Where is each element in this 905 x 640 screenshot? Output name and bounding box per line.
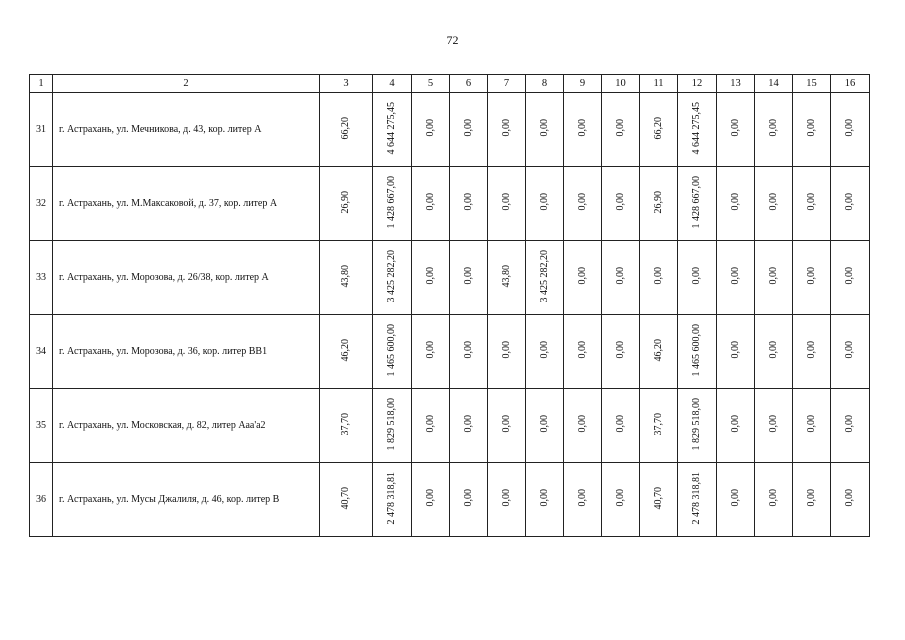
column-header-14: 14 [755,75,793,93]
value-cell [564,463,602,537]
value-cell [831,315,870,389]
value-cell [373,463,412,537]
value-cell [450,315,488,389]
value-text: 0,00 [462,341,474,359]
value-cell [373,389,412,463]
value-text: 0,00 [844,193,855,211]
value-text: 0,00 [424,341,436,359]
value-cell [412,315,450,389]
value-text: 0,00 [844,489,855,507]
row-number: 32 [30,167,53,241]
header-row [30,75,870,93]
value-text: 0,00 [729,119,741,137]
value-cell [717,93,755,167]
value-text: 0,00 [500,119,512,137]
column-header-1: 1 [30,75,53,93]
value-cell [373,93,412,167]
value-cell [678,93,717,167]
value-cell [526,93,564,167]
value-cell [678,167,717,241]
value-cell [602,463,640,537]
value-cell [717,463,755,537]
value-cell [755,241,793,315]
value-cell [488,241,526,315]
value-cell [640,93,678,167]
value-text: 2 478 318,81 [386,471,397,525]
value-text: 0,00 [538,119,550,137]
value-text: 0,00 [767,489,779,507]
table-row [30,315,870,389]
value-text: 0,00 [805,341,817,359]
value-text: 1 829 518,00 [691,397,702,451]
value-cell [373,315,412,389]
value-text: 0,00 [767,119,779,137]
value-cell [373,167,412,241]
page-number: 72 [446,33,459,47]
row-number: 36 [30,463,53,537]
value-cell [831,241,870,315]
value-cell [320,389,373,463]
value-text: 0,00 [614,119,626,137]
value-text: 0,00 [729,193,741,211]
value-cell [412,167,450,241]
value-text: 0,00 [729,267,741,285]
value-text: 3 425 282,20 [538,249,550,303]
value-cell [450,93,488,167]
value-cell [755,315,793,389]
value-cell [564,315,602,389]
value-text: 0,00 [729,489,741,507]
value-text: 0,00 [767,267,779,285]
value-cell [412,241,450,315]
column-header-13: 13 [717,75,755,93]
value-cell [831,463,870,537]
value-text: 43,80 [500,264,512,288]
value-text: 0,00 [538,489,550,507]
row-number: 31 [30,93,53,167]
value-cell [488,463,526,537]
value-cell [755,93,793,167]
value-cell [793,93,831,167]
value-cell [526,315,564,389]
value-text: 0,00 [500,415,512,433]
value-text: 26,90 [652,190,664,214]
value-text: 4 644 275,45 [386,101,397,155]
value-cell [320,93,373,167]
value-cell [320,315,373,389]
value-cell [450,463,488,537]
row-number: 35 [30,389,53,463]
value-text: 37,70 [652,412,664,436]
value-text: 0,00 [805,489,817,507]
column-header-3: 3 [320,75,373,93]
address-cell: г. Астрахань, ул. Морозова, д. 26/38, кор. литер А [53,241,320,315]
value-text: 0,00 [538,193,550,211]
value-text: 0,00 [424,193,436,211]
column-header-2: 2 [53,75,320,93]
table-row [30,167,870,241]
value-text: 0,00 [805,267,817,285]
value-text: 26,90 [340,190,351,214]
value-text: 0,00 [614,267,626,285]
value-text: 43,80 [340,264,351,288]
value-text: 0,00 [844,415,855,433]
value-text: 0,00 [576,415,588,433]
value-text: 0,00 [805,193,817,211]
value-text: 0,00 [844,267,855,285]
value-text: 0,00 [462,119,474,137]
column-header-10: 10 [602,75,640,93]
column-header-5: 5 [412,75,450,93]
address-cell: г. Астрахань, ул. Мусы Джалиля, д. 46, кор. литер В [53,463,320,537]
value-cell [450,241,488,315]
value-text: 0,00 [424,489,436,507]
value-text: 0,00 [767,415,779,433]
value-cell [717,315,755,389]
value-text: 0,00 [805,415,817,433]
value-text: 4 644 275,45 [691,101,702,155]
value-cell [412,389,450,463]
value-text: 0,00 [462,267,474,285]
value-cell [526,167,564,241]
value-cell [640,463,678,537]
value-text: 0,00 [576,119,588,137]
value-text: 2 478 318,81 [691,471,702,525]
value-cell [678,241,717,315]
value-cell [488,389,526,463]
value-cell [793,167,831,241]
value-cell [564,241,602,315]
table-row [30,389,870,463]
value-text: 0,00 [767,341,779,359]
value-text: 0,00 [538,415,550,433]
value-text: 0,00 [614,193,626,211]
value-cell [564,389,602,463]
value-text: 0,00 [805,119,817,137]
value-cell [755,167,793,241]
value-text: 66,20 [340,116,351,140]
value-cell [564,167,602,241]
value-text: 0,00 [691,267,702,285]
column-header-12: 12 [678,75,717,93]
table-row [30,463,870,537]
value-text: 0,00 [462,415,474,433]
value-text: 1 428 667,00 [691,175,702,229]
value-cell [717,167,755,241]
value-cell [678,463,717,537]
value-cell [602,241,640,315]
row-number: 33 [30,241,53,315]
table-row [30,93,870,167]
value-text: 0,00 [844,341,855,359]
value-cell [640,241,678,315]
value-cell [526,463,564,537]
value-text: 1 829 518,00 [386,397,397,451]
value-cell [602,93,640,167]
column-header-15: 15 [793,75,831,93]
value-text: 0,00 [424,415,436,433]
value-cell [793,389,831,463]
value-cell [526,389,564,463]
value-cell [320,463,373,537]
value-cell [602,167,640,241]
value-cell [793,315,831,389]
value-cell [640,389,678,463]
value-cell [678,315,717,389]
value-cell [488,167,526,241]
value-cell [450,167,488,241]
value-text: 3 425 282,20 [386,249,397,303]
value-text: 0,00 [424,267,436,285]
table-row [30,241,870,315]
value-cell [831,167,870,241]
value-text: 0,00 [652,267,664,285]
value-cell [450,389,488,463]
value-cell [488,315,526,389]
value-text: 46,20 [652,338,664,362]
value-cell [640,167,678,241]
value-cell [755,463,793,537]
value-cell [412,463,450,537]
value-cell [793,241,831,315]
value-cell [373,241,412,315]
row-number: 34 [30,315,53,389]
value-text: 0,00 [614,415,626,433]
value-cell [320,167,373,241]
value-text: 0,00 [576,267,588,285]
value-cell [831,93,870,167]
value-cell [412,93,450,167]
value-cell [640,315,678,389]
value-text: 66,20 [652,116,664,140]
value-cell [564,93,602,167]
value-text: 0,00 [767,193,779,211]
value-text: 0,00 [462,193,474,211]
column-header-4: 4 [373,75,412,93]
value-cell [602,389,640,463]
value-text: 0,00 [500,341,512,359]
value-text: 0,00 [500,489,512,507]
value-text: 0,00 [729,341,741,359]
value-text: 0,00 [576,341,588,359]
value-text: 0,00 [576,193,588,211]
value-text: 1 465 600,00 [691,323,702,377]
value-text: 0,00 [614,489,626,507]
column-header-7: 7 [488,75,526,93]
value-text: 0,00 [424,119,436,137]
address-cell: г. Астрахань, ул. Московская, д. 82, литер Ааа'а2 [53,389,320,463]
value-text: 1 428 667,00 [386,175,397,229]
address-cell: г. Астрахань, ул. Мечникова, д. 43, кор. литер А [53,93,320,167]
value-cell [831,389,870,463]
value-text: 40,70 [340,486,351,510]
value-cell [320,241,373,315]
value-cell [717,241,755,315]
column-header-9: 9 [564,75,602,93]
value-cell [526,241,564,315]
value-text: 40,70 [652,486,664,510]
value-cell [793,463,831,537]
value-text: 1 465 600,00 [386,323,397,377]
value-cell [488,93,526,167]
column-header-8: 8 [526,75,564,93]
value-text: 0,00 [844,119,855,137]
value-cell [755,389,793,463]
column-header-11: 11 [640,75,678,93]
column-header-6: 6 [450,75,488,93]
value-text: 0,00 [614,341,626,359]
value-text: 46,20 [340,338,351,362]
value-cell [602,315,640,389]
value-text: 0,00 [462,489,474,507]
value-text: 0,00 [576,489,588,507]
value-text: 0,00 [500,193,512,211]
value-text: 0,00 [729,415,741,433]
value-cell [678,389,717,463]
value-text: 37,70 [340,412,351,436]
address-cell: г. Астрахань, ул. М.Максаковой, д. 37, кор. литер А [53,167,320,241]
address-cell: г. Астрахань, ул. Морозова, д. 36, кор. литер ВВ1 [53,315,320,389]
column-header-16: 16 [831,75,870,93]
value-text: 0,00 [538,341,550,359]
register-table [29,74,870,537]
value-cell [717,389,755,463]
